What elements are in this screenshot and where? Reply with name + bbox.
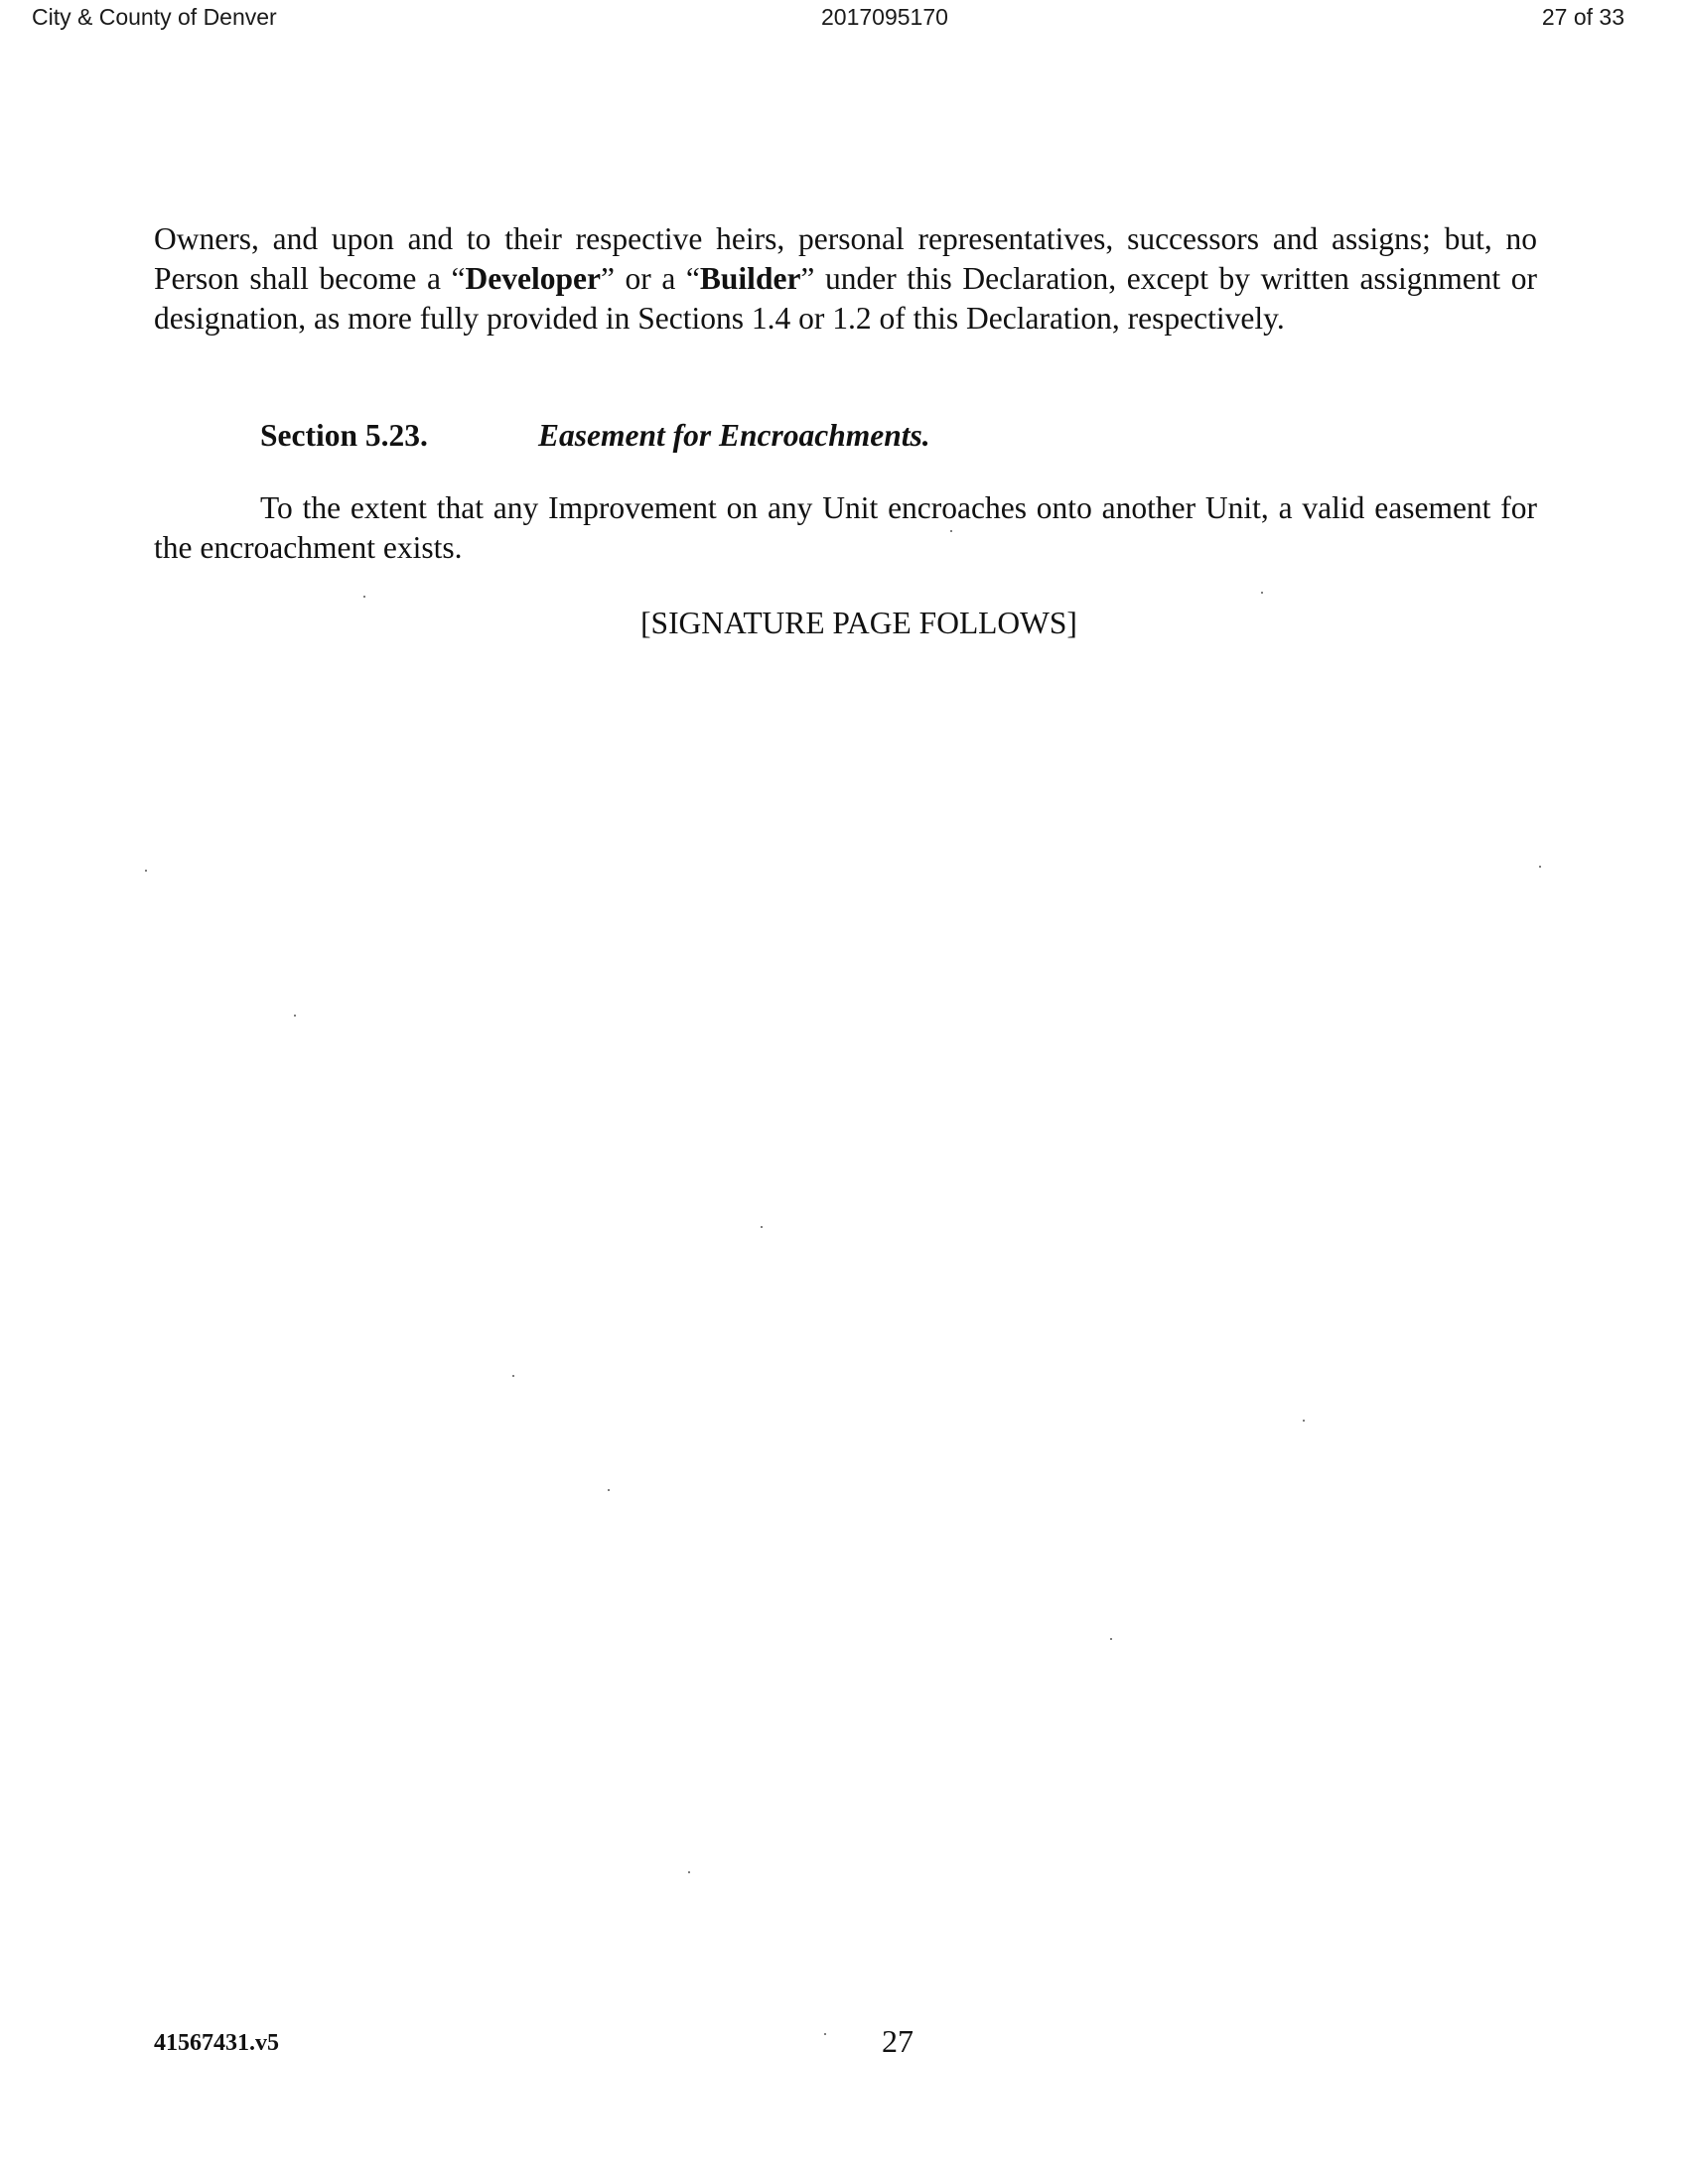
section-number: Section 5.23. <box>260 418 428 453</box>
signature-page-notice: [SIGNATURE PAGE FOLLOWS] <box>640 606 1077 640</box>
recording-header <box>0 4 1688 38</box>
scan-speck <box>294 1015 296 1017</box>
scan-speck <box>824 2033 826 2035</box>
footer-document-id: 41567431.v5 <box>154 2030 279 2056</box>
scan-speck <box>1303 1420 1305 1422</box>
header-reception-number: 2017095170 <box>821 4 948 30</box>
paragraph-text: ” or a “ <box>600 261 700 296</box>
header-page-count: 27 of 33 <box>1541 4 1624 30</box>
defined-term-developer: Developer <box>465 261 601 296</box>
paragraph-easement: To the extent that any Improvement on any Unit encroaches onto another Unit, a valid easement for the encroachment exists. <box>154 490 1537 565</box>
scan-speck <box>145 870 147 872</box>
scan-speck <box>1110 1638 1112 1640</box>
footer-page-number: 27 <box>882 2023 914 2059</box>
scan-speck <box>512 1375 514 1377</box>
defined-term-builder: Builder <box>699 261 801 296</box>
paragraph-text: ” under this Declaration, except by written assignment or designation, as more fully provided in Sections 1.4 or 1.2 of this Declaration, respectively. <box>154 261 1538 336</box>
section-title: Easement for Encroachments. <box>538 418 930 453</box>
scan-speck <box>688 1871 690 1873</box>
scan-speck <box>950 530 952 532</box>
section-heading <box>260 416 930 456</box>
scan-speck <box>363 596 365 598</box>
scan-speck <box>761 1226 763 1228</box>
scan-speck <box>1539 866 1541 868</box>
scan-speck <box>608 1489 610 1491</box>
scan-speck <box>1261 592 1263 594</box>
paragraph-text: Owners, and upon and to their respective heirs, personal representatives, successors and assigns; but, no Person shall become a “ <box>154 221 1537 296</box>
header-county: City & County of Denver <box>32 4 277 30</box>
paragraph-successors <box>154 219 1537 339</box>
